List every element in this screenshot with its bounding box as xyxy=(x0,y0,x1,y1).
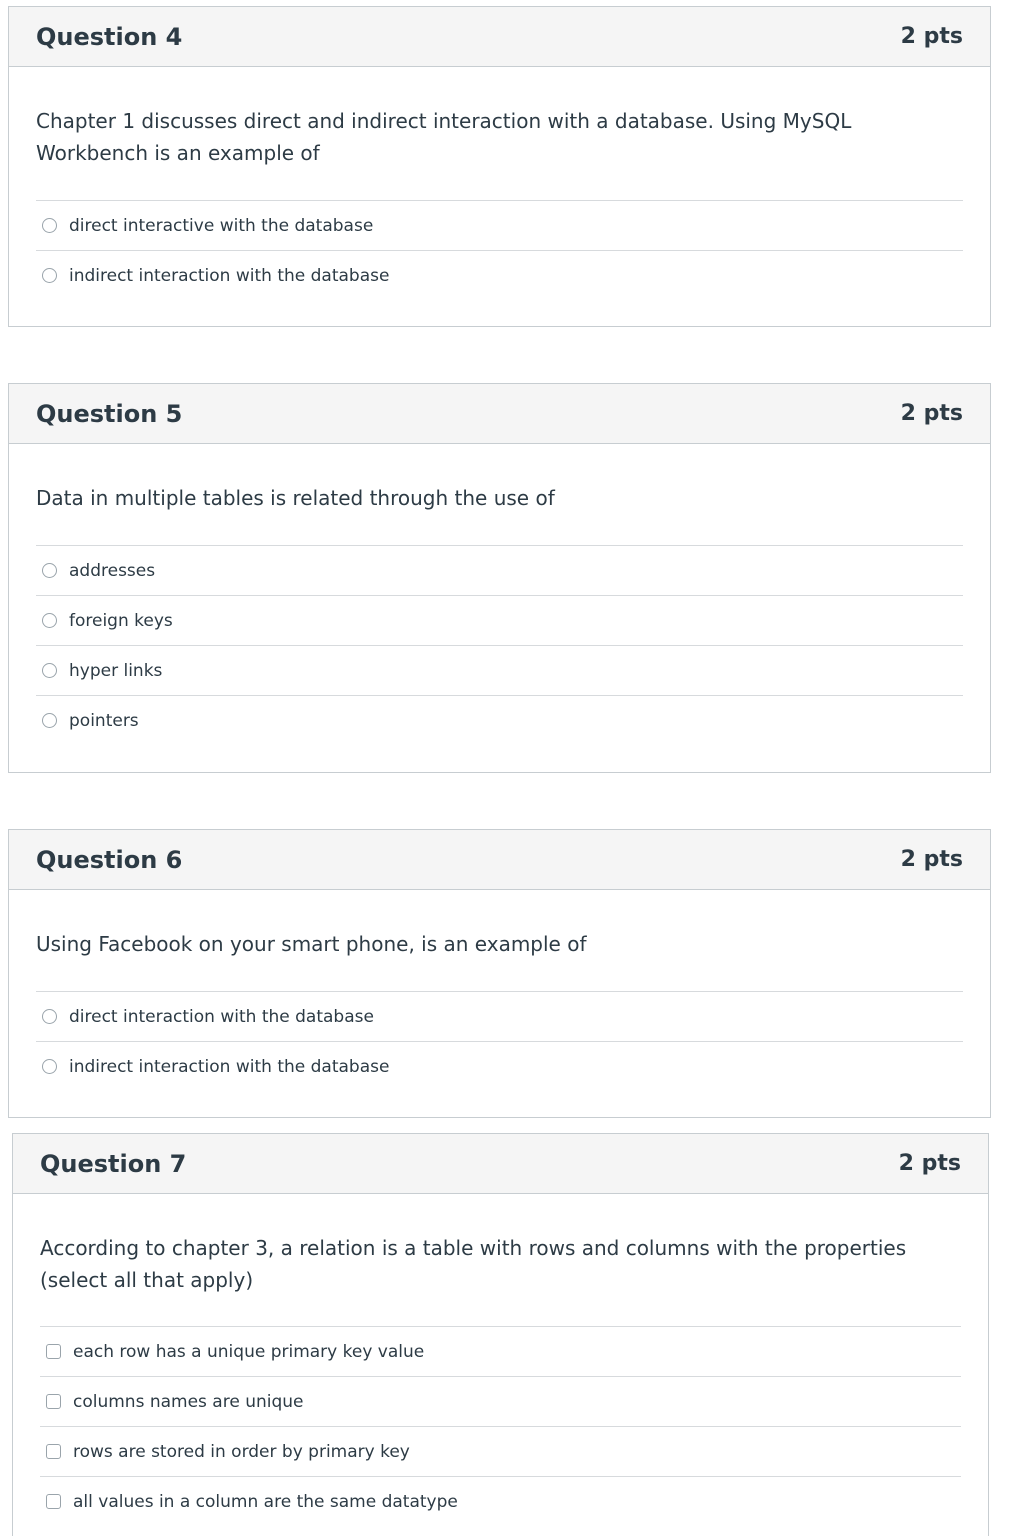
question-text: Chapter 1 discusses direct and indirect interaction with a database. Using MySQL Workbench is an example of xyxy=(36,109,852,165)
question-4 xyxy=(8,6,991,327)
answer-option[interactable] xyxy=(36,250,963,300)
question-6 xyxy=(8,829,991,1118)
answer-label[interactable]: each row has a unique primary key value xyxy=(73,1341,425,1362)
answer-label[interactable]: foreign keys xyxy=(69,610,173,631)
answer-list xyxy=(40,1326,961,1526)
answer-option[interactable] xyxy=(36,991,963,1041)
answer-label[interactable]: indirect interaction with the database xyxy=(69,265,390,286)
answer-label[interactable]: direct interactive with the database xyxy=(69,215,374,236)
question-7 xyxy=(12,1133,989,1536)
answer-label[interactable]: indirect interaction with the database xyxy=(69,1056,390,1077)
answer-option[interactable] xyxy=(40,1376,961,1426)
question-points: 2 pts xyxy=(898,1151,961,1176)
radio-button[interactable] xyxy=(42,1009,57,1024)
question-text: Using Facebook on your smart phone, is an example of xyxy=(36,932,587,956)
radio-button[interactable] xyxy=(42,613,57,628)
answer-option[interactable] xyxy=(40,1326,961,1376)
answer-label[interactable]: all values in a column are the same datatype xyxy=(73,1491,458,1512)
question-header xyxy=(9,7,990,67)
answer-option[interactable] xyxy=(36,545,963,595)
question-title: Question 5 xyxy=(36,399,183,428)
answer-option[interactable] xyxy=(40,1426,961,1476)
answer-option[interactable] xyxy=(36,1041,963,1091)
answer-option[interactable] xyxy=(40,1476,961,1526)
checkbox[interactable] xyxy=(46,1394,61,1409)
question-title: Question 6 xyxy=(36,845,183,874)
question-points: 2 pts xyxy=(900,847,963,872)
question-points: 2 pts xyxy=(900,24,963,49)
question-5 xyxy=(8,383,991,773)
question-title: Question 7 xyxy=(40,1149,187,1178)
question-header xyxy=(9,830,990,890)
question-title: Question 4 xyxy=(36,22,183,51)
answer-label[interactable]: hyper links xyxy=(69,660,163,681)
checkbox[interactable] xyxy=(46,1444,61,1459)
radio-button[interactable] xyxy=(42,268,57,283)
answer-label[interactable]: rows are stored in order by primary key xyxy=(73,1441,410,1462)
question-header xyxy=(13,1134,988,1194)
radio-button[interactable] xyxy=(42,1059,57,1074)
radio-button[interactable] xyxy=(42,218,57,233)
radio-button[interactable] xyxy=(42,563,57,578)
answer-list xyxy=(36,991,963,1091)
answer-label[interactable]: columns names are unique xyxy=(73,1391,304,1412)
question-text: Data in multiple tables is related through the use of xyxy=(36,486,555,510)
question-header xyxy=(9,384,990,444)
answer-label[interactable]: pointers xyxy=(69,710,139,731)
checkbox[interactable] xyxy=(46,1494,61,1509)
checkbox[interactable] xyxy=(46,1344,61,1359)
answer-list xyxy=(36,200,963,300)
answer-label[interactable]: direct interaction with the database xyxy=(69,1006,374,1027)
answer-option[interactable] xyxy=(36,695,963,745)
radio-button[interactable] xyxy=(42,713,57,728)
answer-option[interactable] xyxy=(36,645,963,695)
answer-option[interactable] xyxy=(36,200,963,250)
answer-option[interactable] xyxy=(36,595,963,645)
question-points: 2 pts xyxy=(900,401,963,426)
question-text: According to chapter 3, a relation is a table with rows and columns with the properties (select all that apply) xyxy=(40,1236,907,1292)
answer-label[interactable]: addresses xyxy=(69,560,156,581)
radio-button[interactable] xyxy=(42,663,57,678)
answer-list xyxy=(36,545,963,745)
